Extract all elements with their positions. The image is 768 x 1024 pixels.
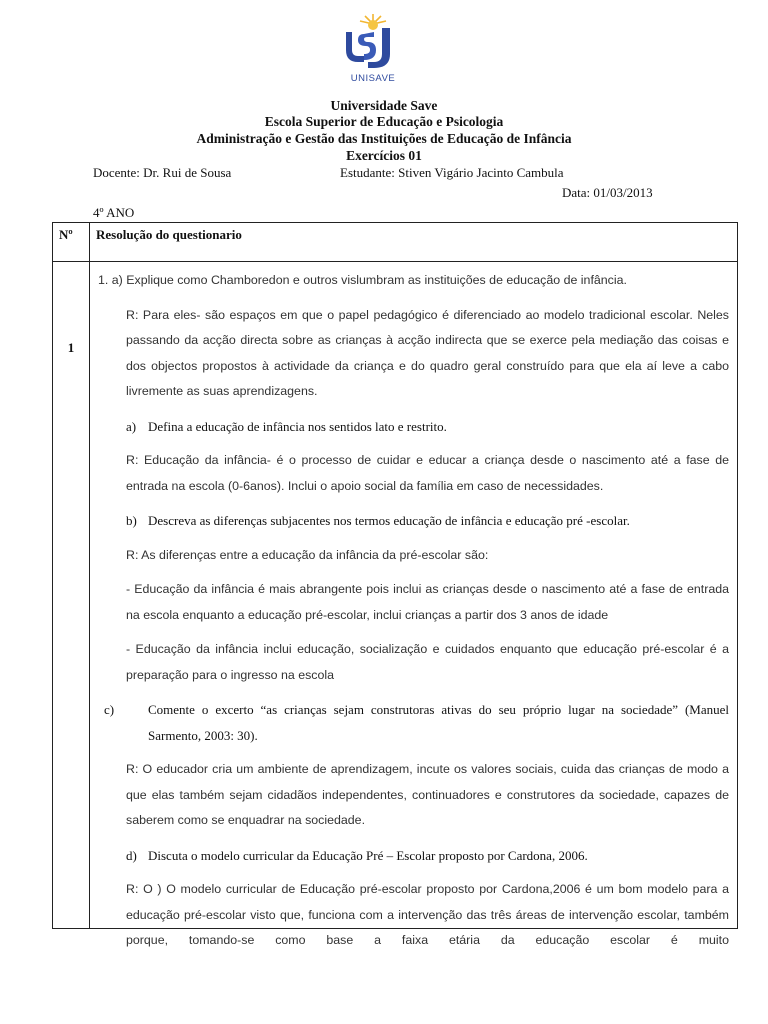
question-c — [104, 697, 729, 748]
answer-b-item-1: - Educação da infância é mais abrangente pois inclui as crianças desde o nascimento até a fase de entrada na escola enquanto a educação pré-escolar, inclui crianças a partir dos 3 anos de idade — [126, 582, 729, 622]
answer-1: R: Para eles- são espaços em que o papel pedagógico é diferenciado ao modelo tradicional escolar. Neles passando da acção directa sobre as crianças à acção indirecta que se exerce pela mediação das coisas e dos objectos propostos à actividade da criança e do quadro geral construído para que ela aí leve a cabo livremente as suas aprendizagens. — [126, 307, 729, 398]
question-b-label: b) — [126, 513, 137, 528]
row-number: 1 — [53, 262, 90, 929]
logo-text: UNISAVE — [350, 73, 396, 84]
question-1: 1. a) Explique como Chamboredon e outros vislumbram as instituições de educação de infância. — [98, 273, 627, 287]
table-row — [53, 262, 738, 929]
estudante-label: Estudante: Stiven Vigário Jacinto Cambula — [340, 165, 564, 180]
docente-label: Docente: Dr. Rui de Sousa — [93, 165, 232, 180]
answer-c: R: O educador cria um ambiente de aprendizagem, incute os valores sociais, cuida das crianças de modo a que elas também sejam cidadãos independentes, continuadores e construtores da sociedade, capazes de saberem como se enquadrar na sociedade. — [126, 762, 729, 827]
unisave-logo — [338, 10, 408, 86]
answer-cell — [90, 262, 738, 947]
exercise-title: Exercícios 01 — [346, 148, 422, 163]
answer-b-intro: R: As diferenças entre a educação da infância da pré-escolar são: — [126, 547, 489, 562]
year-label: 4º ANO — [93, 205, 135, 220]
question-a-text: Defina a educação de infância nos sentidos lato e restrito. — [148, 418, 447, 434]
question-c-text: Comente o excerto “as crianças sejam construtoras ativas do seu próprio lugar na sociedade” (Manuel Sarmento, 2003: 30). — [148, 702, 729, 743]
question-d-label: d) — [126, 847, 137, 863]
question-a — [126, 414, 729, 440]
answer-d: R: O ) O modelo curricular de Educação pré-escolar proposto por Cardona,2006 é um bom modelo para a educação pré-escolar visto que, funciona com a intervenção das três áreas de intervenção escolar, também porque, tomando-se como base a faixa etária da educação escolar é muito — [126, 882, 729, 947]
question-b — [126, 508, 729, 534]
table-header-row — [53, 223, 738, 262]
column-header-title: Resolução do questionario — [90, 223, 738, 262]
question-c-label: c) — [104, 702, 115, 717]
questionnaire-table — [52, 222, 738, 947]
question-a-label: a) — [126, 418, 137, 434]
date-label: Data: 01/03/2013 — [562, 185, 653, 200]
university-title: Universidade Save — [330, 98, 438, 113]
answer-a: R: Educação da infância- é o processo de cuidar e educar a criança desde o nascimento até a fase de entrada na escola (0-6anos). Inclui o apoio social da família em caso de necessidades. — [126, 453, 729, 493]
course-title: Administração e Gestão das Instituições de Educação de Infância — [196, 131, 572, 146]
answer-b-item-2: - Educação da infância inclui educação, socialização e cuidados enquanto que educação pré-escolar é a preparação para o ingresso na escola — [126, 642, 729, 682]
question-b-text: Descreva as diferenças subjacentes nos termos educação de infância e educação pré -escolar. — [148, 513, 630, 528]
question-d-text: Discuta o modelo curricular da Educação Pré – Escolar proposto por Cardona, 2006. — [148, 847, 588, 863]
question-d — [126, 843, 729, 869]
school-title: Escola Superior de Educação e Psicologia — [264, 114, 504, 129]
column-header-number: Nº — [53, 223, 90, 262]
